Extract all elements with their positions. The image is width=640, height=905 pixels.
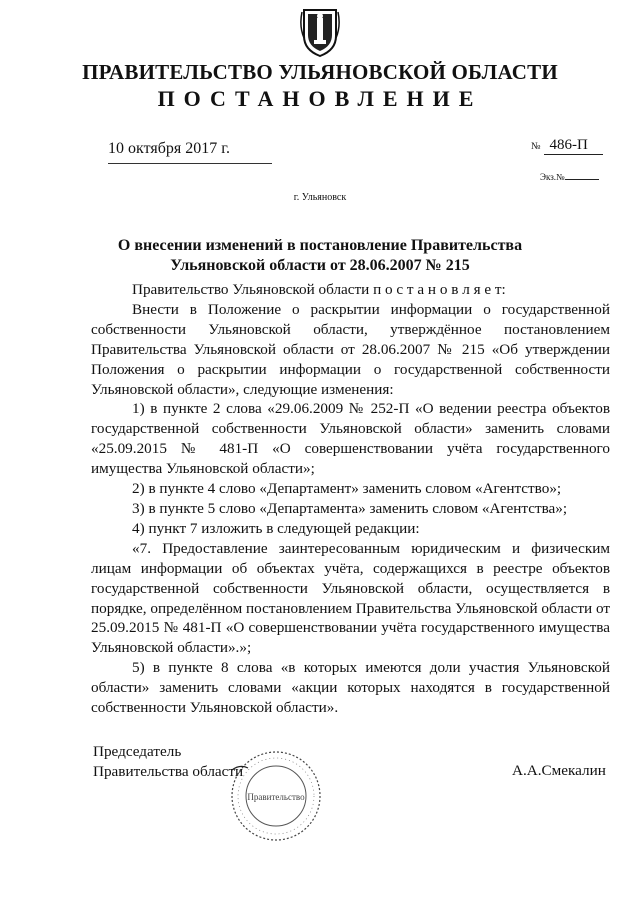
paragraph-item-1: 1) в пункте 2 слова «29.06.2009 № 252-П «О ведении реестра объектов государственной собственности Ульяновской области» заменить словами «25.09.2015 № 481-П «О совершенствовании учёта государственного имущества Ульяновской области»; bbox=[91, 400, 610, 478]
decree-subject bbox=[70, 236, 570, 276]
number-value: 486-П bbox=[544, 137, 603, 155]
paragraph-intro: Правительство Ульяновской области п о с т а н о в л я е т: bbox=[132, 281, 506, 298]
decree-body bbox=[91, 280, 610, 718]
paragraph-item-2: 2) в пункте 4 слово «Департамент» заменить словом «Агентство»; bbox=[132, 480, 562, 498]
official-stamp-icon bbox=[228, 748, 324, 844]
paragraph-item-5: 5) в пункте 8 слова «в которых имеются доли участия Ульяновской области» заменить словами «акции которых находятся в государственной собственности Ульяновской области». bbox=[91, 659, 610, 717]
coat-of-arms-icon bbox=[300, 6, 340, 58]
decree-number bbox=[531, 137, 603, 155]
copy-blank bbox=[565, 179, 599, 180]
signatory-title bbox=[93, 742, 243, 782]
paragraph-item-7-text: «7. Предоставление заинтересованным юридическим и физическим лицам информации об объектах учёта, содержащихся в реестре объектов государственной собственности Ульяновской области, осуществляется в порядке, определённом постановлением Правительства Ульяновской области от 25.09.2015 № 481-П «О совершенствовании учёта государственного имущества Ульяновской области».»; bbox=[91, 539, 610, 657]
paragraph-item-4: 4) пункт 7 изложить в следующей редакции: bbox=[132, 519, 420, 537]
subject-line-1: О внесении изменений в постановление Правительства bbox=[117, 237, 523, 254]
decree-date: 10 октября 2017 г. bbox=[108, 140, 230, 157]
paragraph-main: Внести в Положение о раскрытии информации о государственной собственности Ульяновской области, утверждённое постановлением Правительства Ульяновской области от 28.06.2007 № 215 «Об утверждении Положения о раскрытии информации о государственной собственности Ульяновской области», следующие изменения: bbox=[91, 300, 610, 398]
government-name: ПРАВИТЕЛЬСТВО УЛЬЯНОВСКОЙ ОБЛАСТИ bbox=[82, 60, 558, 84]
signatory-name: А.А.Смекалин bbox=[512, 762, 606, 779]
number-prefix: № bbox=[531, 141, 541, 152]
paragraph-item-3: 3) в пункте 5 слово «Департамента» заменить словом «Агентства»; bbox=[132, 499, 568, 517]
city: г. Ульяновск bbox=[293, 192, 347, 203]
stamp-text: Правительство bbox=[247, 792, 305, 802]
copy-number bbox=[540, 172, 599, 182]
document-type: ПОСТАНОВЛЕНИЕ bbox=[157, 86, 483, 111]
date-underline bbox=[108, 163, 272, 164]
copy-label: Экз.№ bbox=[540, 172, 565, 182]
subject-line-2: Ульяновской области от 28.06.2007 № 215 bbox=[170, 257, 470, 274]
signatory-title-line-2: Правительства области bbox=[93, 763, 244, 780]
signatory-title-line-1: Председатель bbox=[93, 743, 182, 760]
